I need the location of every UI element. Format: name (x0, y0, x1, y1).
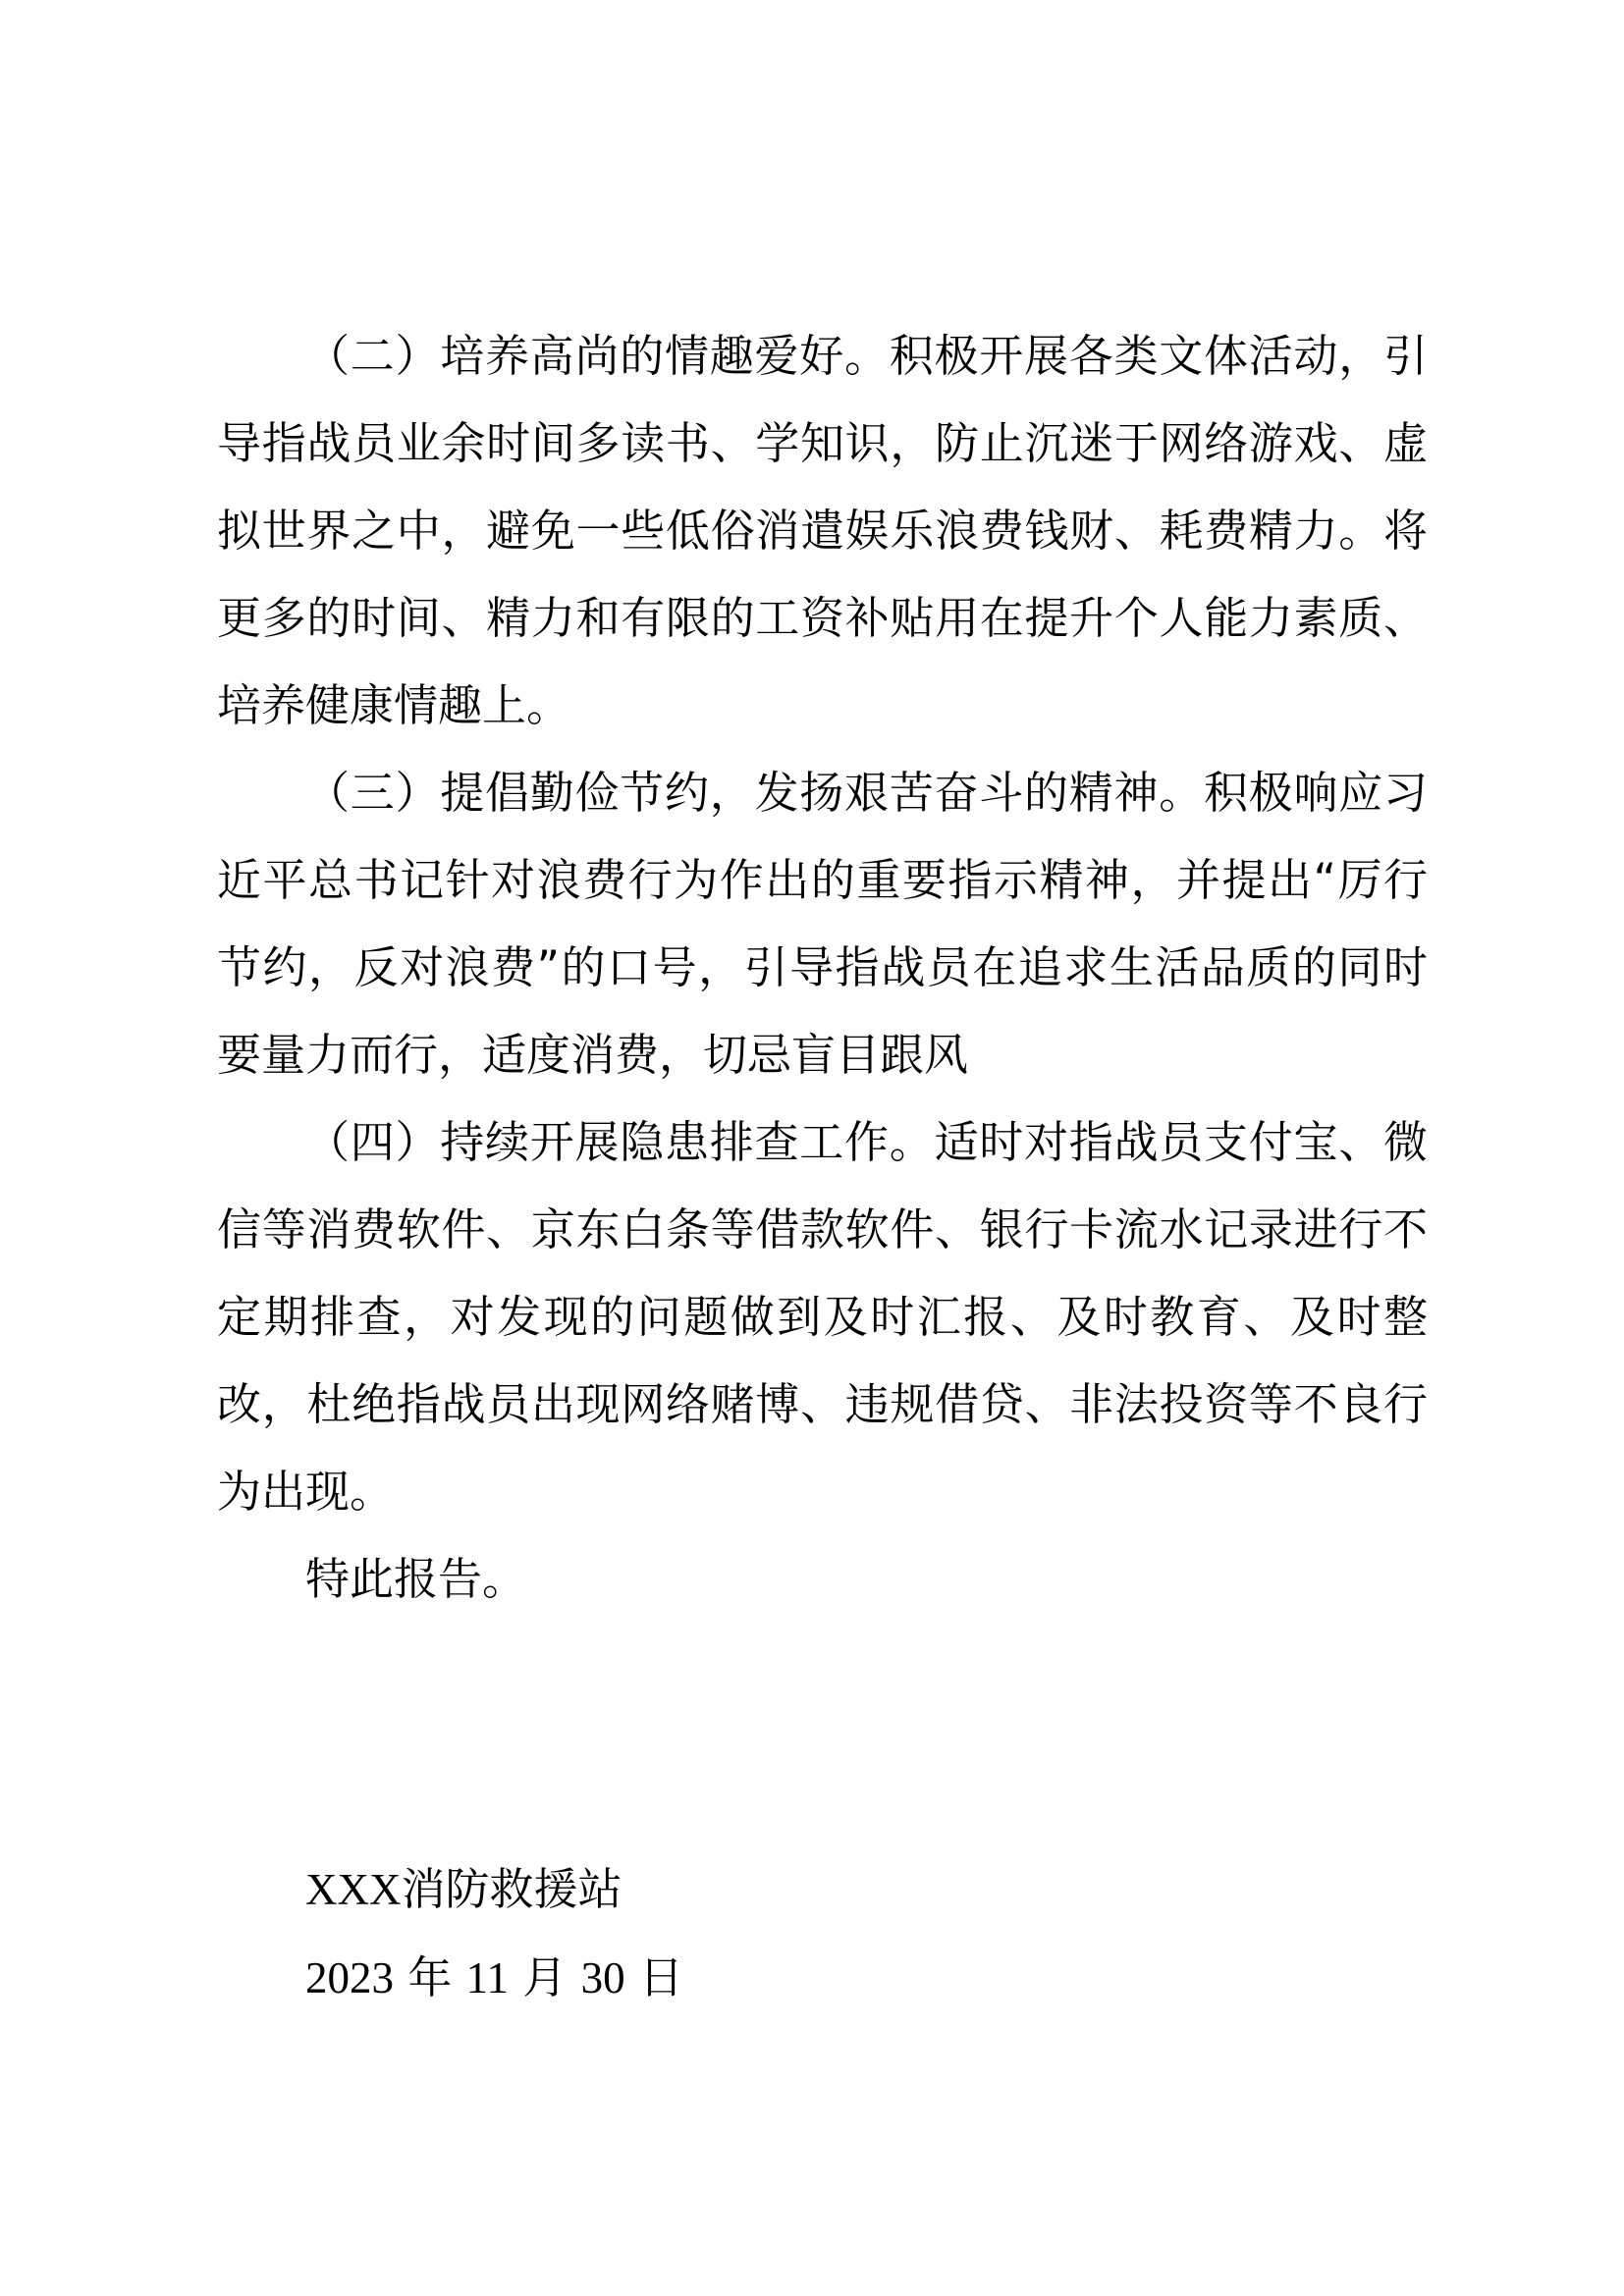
signature-organization (305, 1845, 683, 1934)
paragraph-thrift: （三）提倡勤俭节约，发扬艰苦奋斗的精神。积极响应习近平总书记针对浪费行为作出的重要指示精神，并提出“厉行节约，反对浪费”的口号，引导指战员在追求生活品质的同时要量力而行，适度消费，切忌盲目跟风 (217, 767, 1428, 1081)
date-day-unit: 日 (638, 1951, 683, 2003)
closing-statement: 特此报告。 (305, 1553, 527, 1605)
paragraph-hobbies: （二）培养高尚的情趣爱好。积极开展各类文体活动，引导指战员业余时间多读书、学知识，防止沉迷于网络游戏、虚拟世界之中，避免一些低俗消遣娱乐浪费钱财、耗费精力。将更多的时间、精力和有限的工资补贴用在提升个人能力素质、培养健康情趣上。 (217, 330, 1428, 731)
date-month-unit: 月 (522, 1951, 568, 2003)
document-body (217, 312, 1428, 1623)
paragraph-inspection: （四）持续开展隐患排查工作。适时对指战员支付宝、微信等消费软件、京东白条等借款软件、银行卡流水记录进行不定期排查，对发现的问题做到及时汇报、及时教育、及时整改，杜绝指战员出现网络赌博、违规借贷、非法投资等不良行为出现。 (217, 1116, 1428, 1518)
organization-prefix: XXX (305, 1865, 402, 1914)
date-month: 11 (465, 1953, 509, 2002)
date-year-unit: 年 (407, 1951, 453, 2003)
date-day: 30 (580, 1953, 625, 2002)
date-year: 2023 (305, 1953, 394, 2002)
signature-block (305, 1845, 683, 2022)
organization-name: 消防救援站 (401, 1863, 623, 1915)
signature-date (305, 1934, 683, 2022)
